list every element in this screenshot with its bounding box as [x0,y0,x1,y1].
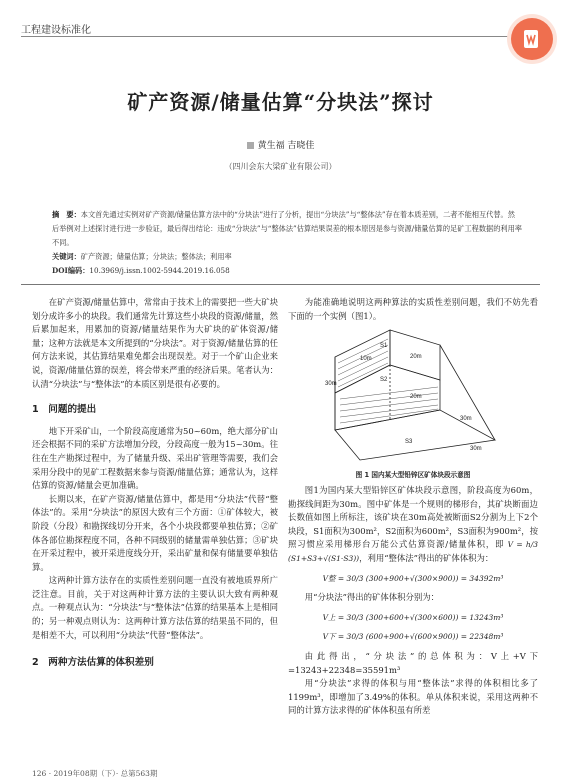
label-dim: 30m [470,446,482,452]
abstract-divider [21,284,540,285]
doi [52,266,522,276]
document-icon [521,28,543,50]
page-footer: 126 · 2019年08期（下）· 总第563期 [32,769,158,778]
label-s2: S2 [380,377,388,383]
paragraph: 长期以来，在矿产资源/储量估算中，都是用“分块法”代替“整体法”的。采用“分块法”的原因大致有三个方面：①矿体较大，被阶段（分段）和勘探线切分开来，各个小块段都要单独估算；②矿体各部位勘探程度不同，各种不同级别的储量需单独估算；③矿块在开采过程中，被开采进度线分开，采出矿量和保有储量要单独估算。 [32,493,278,572]
paragraph: 这两种计算方法存在的实质性差别问题一直没有被地质界所广泛注意。目前，关于对这两种计算方法的主要认识大致有两种观点。一种观点认为：“分块法”与“整体法”估算的结果基本上是相同的；另一种观点则认为：这两种计算方法估算的结果虽不同的，但是相差不大，可以利用“分块法”代替“整体法”。 [32,575,278,640]
label-s3: S3 [405,439,413,445]
left-column [32,296,278,670]
label-dim: 20m [410,394,422,400]
label-dim: 20m [410,354,422,360]
keywords-text: 矿产资源；储量估算；分块法；整体法；利用率 [80,252,232,261]
intro-paragraph: 在矿产资源/储量估算中，常常由于技术上的需要把一些大矿块划分成许多小的块段。我们通常先计算这些小块段的资源/储量，然后累加起来，用累加的资源/储量结果作为大矿块的矿体资源/储量；这种方法就是本文所提到的“分块法”。对于资源/储量估算的任何方法来说，其估算结果难免都会出现误差。对于一个矿山企业来说，资源/储量估算的误差，将会带来严重的经济后果。笔者认为：认清“分块法”与“整体法”的本质区别是很有必要的。 [32,297,278,389]
paragraph: 用“分块法”求得的体积与用“整体法”求得的体积相比多了1199m³，即增加了3.49%的体积。单从体积来说，采用这两种不同的计算方法求得的矿体体积虽有所差 [288,678,538,716]
prismoid-formula: V = h/3 (S1+S3+√(S1·S3)) [288,540,538,563]
abstract [52,208,522,250]
doi-text: 10.3969/j.issn.1002-5944.2019.16.058 [89,266,230,275]
abstract-text: 本文首先通过实例对矿产资源/储量估算方法中的“分块法”进行了分析，提出“分块法”与“整体法”存在着本质差别，二者不能相互代替。然后举例对上述探讨进行进一步验证，最后得出结论：违成“分块法”与“整体法”估算结果误差的根本原因是参与资源/储量估算的足矿工程数据的利用率不同。 [52,210,522,247]
doi-label: DOI编码： [52,266,90,275]
paragraph-text: ，利用“整体法”得出的矿体体积为： [359,552,494,563]
label-dim: 10m [360,356,372,362]
paragraph: 由此得出，“分块法”的总体积为：V上+V下=13243+22348=35591m³ [288,650,538,675]
header-divider [21,36,511,37]
affiliation: （四川会东大梁矿业有限公司） [224,162,337,171]
right-column-top [288,296,538,323]
paragraph: 用“分块法”得出的矿体体积分别为： [304,592,439,603]
app-badge-icon[interactable] [511,18,553,60]
section-heading-1: 1 问题的提出 [32,404,97,416]
journal-section-header: 工程建设标准化 [21,25,91,36]
author-names: 黄生福 吉晓佳 [257,141,315,151]
keywords-label: 关键词： [52,252,81,261]
right-column-body [288,484,538,718]
formula-whole: V整 = 30/3 (300+900+√(300×900)) = 34392m³ [322,573,504,583]
authors [0,138,561,151]
label-s1: S1 [380,343,388,349]
label-dim: 30m [460,416,472,422]
paragraph: 为能准确地说明这两种算法的实质性差别问题，我们不妨先看下面的一个实例（图1）。 [288,297,538,321]
author-marker-icon [247,142,254,149]
label-dim: 30m [325,381,337,387]
paragraph-text: 图1为国内某大型铅锌区矿体块段示意图，阶段高度为60m，勘探线间距为30m。图中矿体是一个规则的梯形台，其矿块断面边长数值如图上所标注，该矿块在30m高处被断面S2分割为上下2个块段，S1面积为300m²，S2面积为600m²，S3面积为900m²，按照习惯应采用梯形台万能公式估算资源/储量体积，即 [288,485,538,550]
keywords [52,252,522,262]
paragraph [288,484,538,566]
figure-caption: 图 1 国内某大型铅锌区矿体块段示意图 [355,471,471,479]
figure-ore-block-diagram [320,325,520,465]
section-heading-2: 2 两种方法估算的体积差别 [32,657,154,669]
formula-lower: V下 = 30/3 (600+900+√(600×900)) = 22348m³ [322,632,504,642]
abstract-label: 摘 要： [52,210,81,219]
formula-upper: V上 = 30/3 (300+600+√(300×600)) = 13243m³ [322,612,504,622]
page-title: 矿产资源/储量估算“分块法”探讨 [127,90,434,114]
paragraph: 地下开采矿山，一个阶段高度通常为50~60m，绝大部分矿山还会根据不同的采矿方法增加分段，分段高度一般为15~30m。往往在生产勘探过程中，为了储量升级、采出矿管理等需要，我们会采用分段中的见矿工程数据来参与资源/储量估算；通常认为，这样估算的资源/储量会更加准确。 [32,425,278,491]
